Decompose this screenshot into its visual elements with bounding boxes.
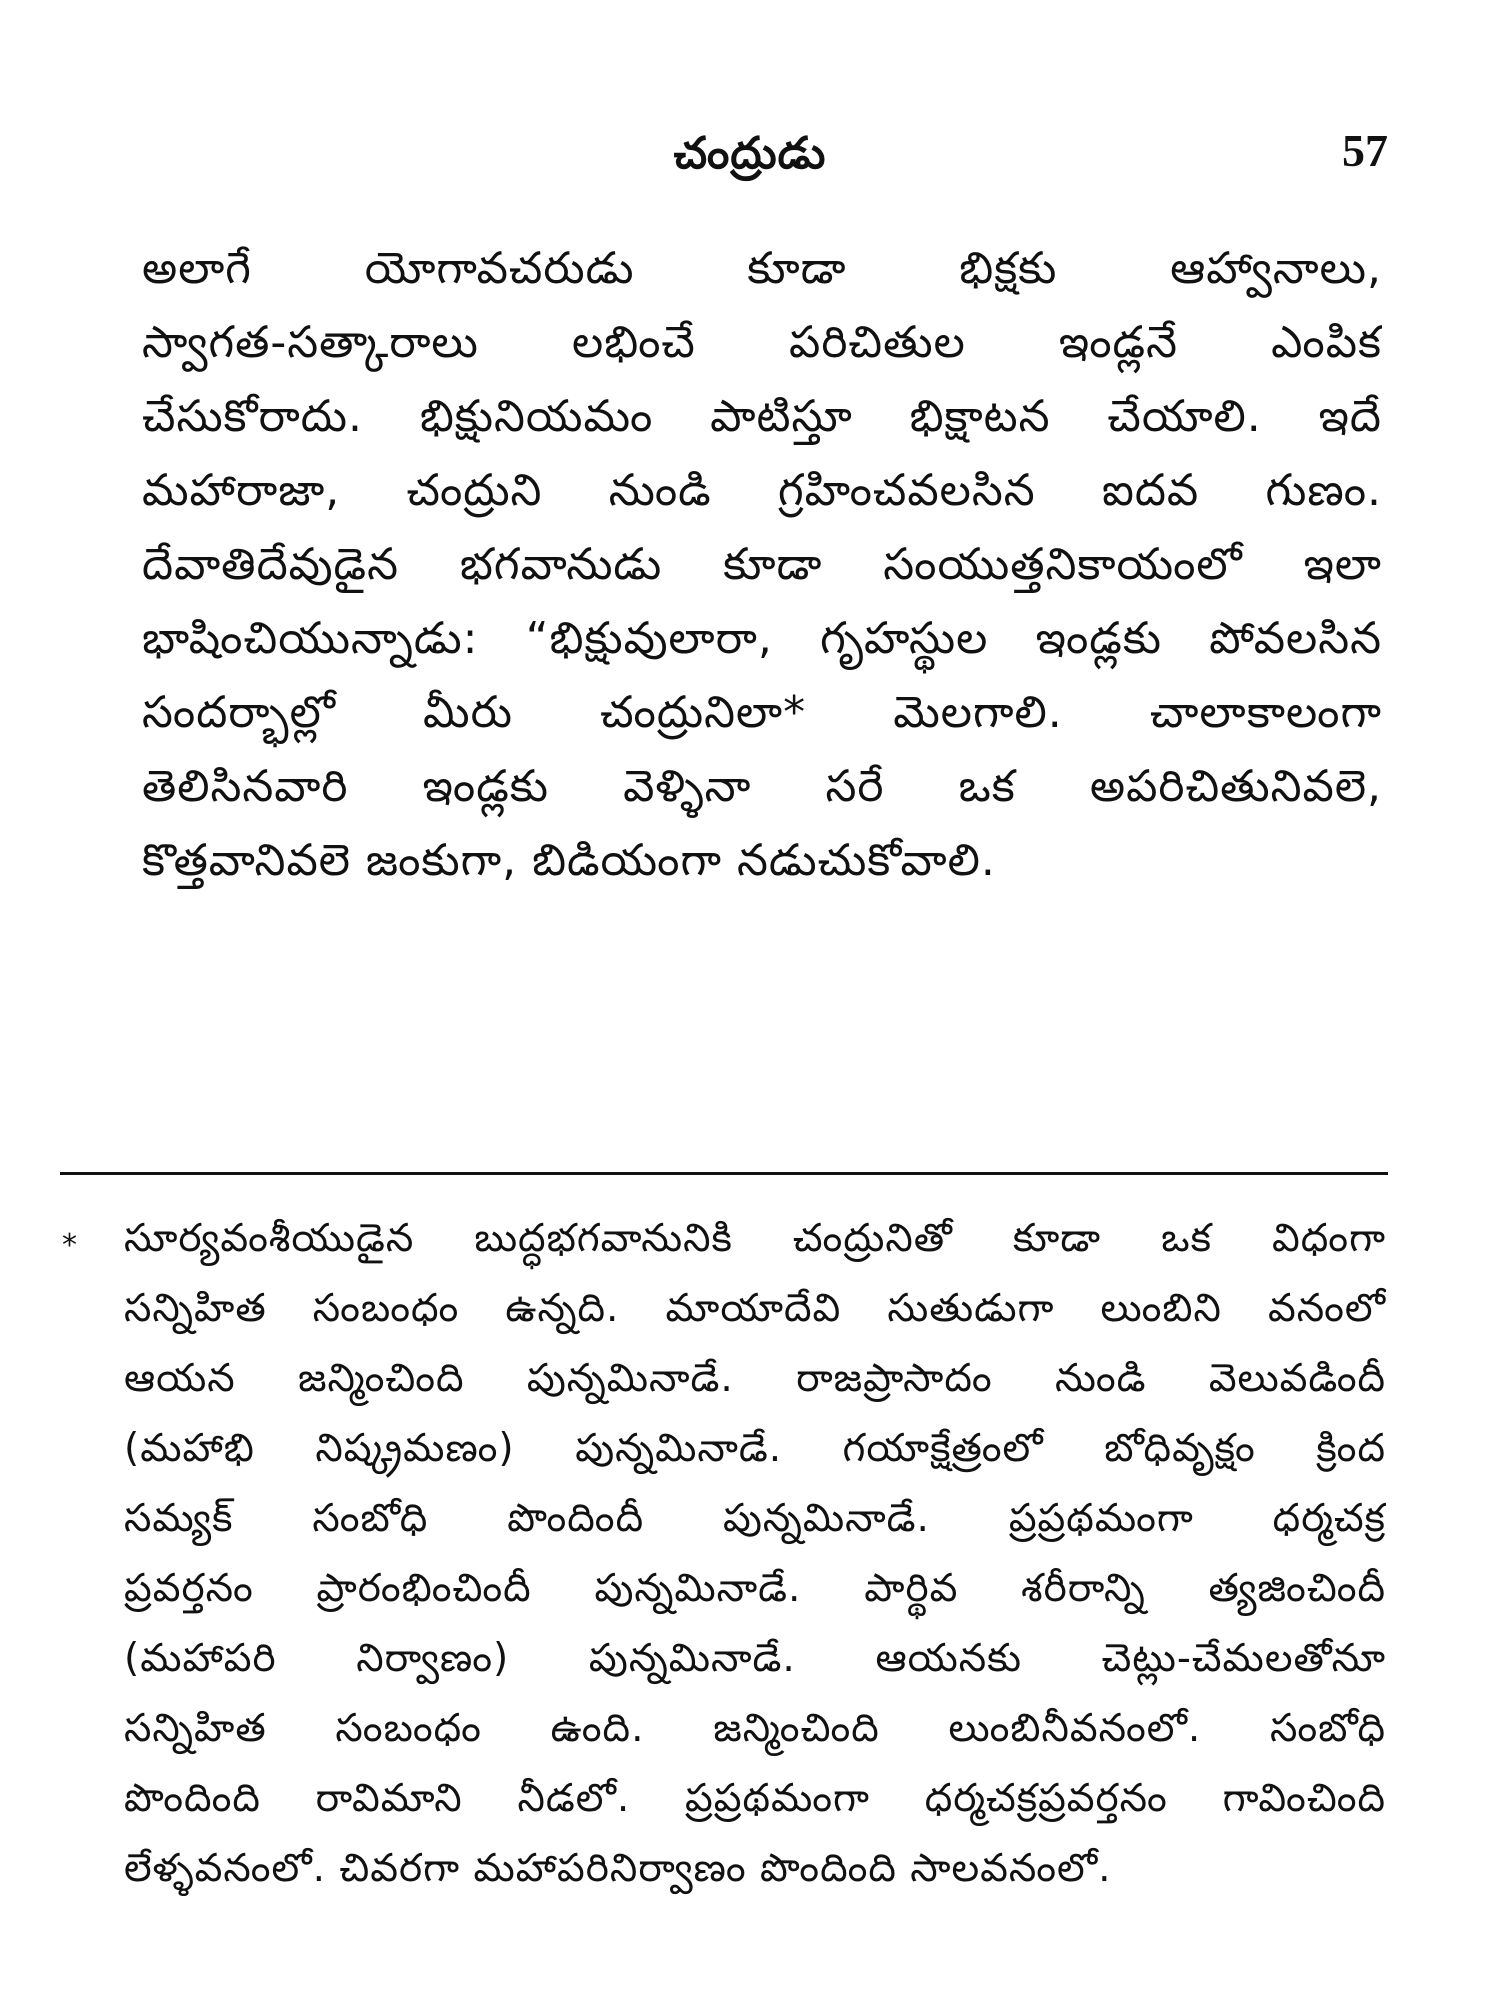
footnote-line: ప్రవర్తనం ప్రారంభించిందీ పున్నమినాడే. పార్థివ శరీరాన్ని త్యజించిందీ <box>124 1566 1386 1611</box>
body-line: తెలిసినవారి ఇండ్లకు వెళ్ళినా సరే ఒక అపరిచితునివలె, <box>142 761 1382 812</box>
body-line: స్వాగత-సత్కారాలు లభించే పరిచితుల ఇండ్లనే ఎంపిక <box>142 317 1382 368</box>
running-title: చంద్రుడు <box>673 128 827 179</box>
page-number: 57 <box>1342 125 1388 176</box>
body-line: భాషించియున్నాడు: “భిక్షువులారా, గృహస్థుల ఇండ్లకు పోవలసిన <box>142 613 1382 664</box>
footnote-line: (మహాభి నిష్క్రమణం) పున్నమినాడే. గయాక్షేత్రంలో బోధివృక్షం క్రింద <box>124 1426 1386 1471</box>
footnote-line: ఆయన జన్మించింది పున్నమినాడే. రాజప్రాసాదం నుండి వెలువడిందీ <box>124 1356 1386 1401</box>
main-paragraph <box>142 232 1382 898</box>
footnote <box>124 1204 1386 1904</box>
body-line: దేవాతిదేవుడైన భగవానుడు కూడా సంయుత్తనికాయంలో ఇలా <box>142 539 1382 590</box>
footnote-line: సూర్యవంశీయుడైన బుద్ధభగవానునికి చంద్రునితో కూడా ఒక విధంగా <box>124 1216 1386 1261</box>
footnote-line: సమ్యక్ సంబోధి పొందిందీ పున్నమినాడే. ప్రప్రథమంగా ధర్మచక్ర <box>124 1496 1386 1541</box>
footnote-line: సన్నిహిత సంబంధం ఉంది. జన్మించింది లుంబినీవనంలో. సంబోధి <box>124 1706 1386 1751</box>
footnote-divider <box>60 1172 1388 1175</box>
footnote-line: సన్నిహిత సంబంధం ఉన్నది. మాయాదేవి సుతుడుగా లుంబిని వనంలో <box>124 1286 1386 1331</box>
body-line: అలాగే యోగావచరుడు కూడా భిక్షకు ఆహ్వానాలు, <box>142 243 1382 294</box>
footnote-asterisk: * <box>62 1228 77 1263</box>
footnote-line: లేళ్ళవనంలో. చివరగా మహాపరినిర్వాణం పొందింది సాలవనంలో. <box>124 1846 1112 1891</box>
footnote-line: (మహాపరి నిర్వాణం) పున్నమినాడే. ఆయనకు చెట్లు-చేమలతోనూ <box>124 1636 1386 1681</box>
footnote-line: పొందింది రావిమాని నీడలో. ప్రప్రథమంగా ధర్మచక్రప్రవర్తనం గావించింది <box>124 1776 1386 1821</box>
body-line: కొత్తవానివలె జంకుగా, బిడియంగా నడుచుకోవాలి. <box>142 835 996 886</box>
body-line: మహారాజా, చంద్రుని నుండి గ్రహించవలసిన ఐదవ గుణం. <box>142 465 1382 516</box>
body-line: సందర్భాల్లో మీరు చంద్రునిలా* మెలగాలి. చాలాకాలంగా <box>142 687 1382 738</box>
body-line: చేసుకోరాదు. భిక్షునియమం పాటిస్తూ భిక్షాటన చేయాలి. ఇదే <box>142 391 1382 442</box>
